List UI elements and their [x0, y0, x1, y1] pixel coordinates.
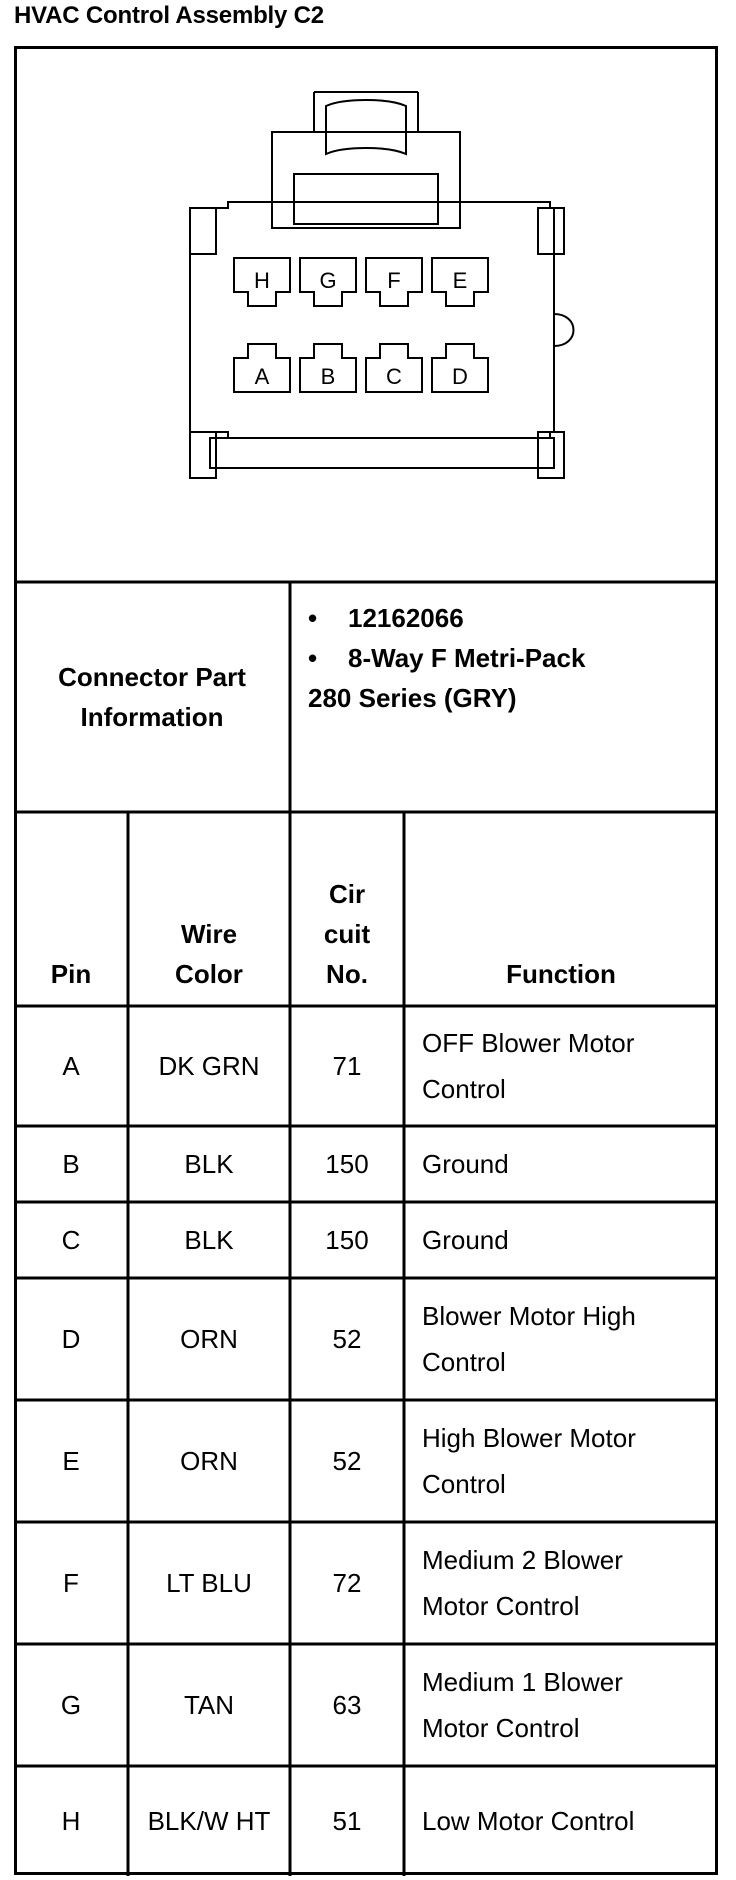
row-circuit-no: 52	[332, 1324, 362, 1354]
header-circuit-no: Cir cuit No.	[323, 879, 371, 989]
row-pin: F	[63, 1568, 79, 1598]
pin-label-b: B	[320, 364, 336, 389]
pin-label-d: D	[452, 364, 468, 389]
part-info-label: Connector Part Information	[58, 662, 246, 732]
header-function: Function	[506, 959, 616, 989]
part-info-bullet-text: 12162066	[348, 603, 464, 633]
row-circuit-no: 63	[332, 1690, 362, 1720]
row-circuit-no: 150	[325, 1149, 369, 1179]
connector-tab-right	[538, 208, 564, 254]
row-function: Blower Motor High Control	[422, 1301, 636, 1377]
part-info-bullet	[290, 638, 710, 678]
row-circuit-no: 71	[332, 1051, 362, 1081]
part-info-bullet-text: 8-Way F Metri-Pack	[348, 643, 586, 673]
row-function: Ground	[422, 1225, 509, 1255]
connector-tab-left	[190, 208, 216, 254]
row-function: Medium 1 Blower Motor Control	[422, 1667, 623, 1743]
row-circuit-no: 72	[332, 1568, 362, 1598]
pin-label-c: C	[386, 364, 402, 389]
row-wire-color: ORN	[180, 1446, 238, 1476]
row-function: Medium 2 Blower Motor Control	[422, 1545, 623, 1621]
pin-label-h: H	[254, 268, 270, 293]
row-function: Low Motor Control	[422, 1806, 635, 1836]
pin-label-f: F	[387, 268, 401, 293]
row-wire-color: BLK	[184, 1225, 234, 1255]
connector-key	[554, 314, 574, 346]
bullet-icon: •	[308, 603, 318, 633]
connector-base	[210, 438, 554, 468]
connector-body	[190, 202, 554, 438]
row-pin: C	[61, 1225, 81, 1255]
row-wire-color: TAN	[183, 1690, 235, 1720]
connector-lock	[314, 92, 418, 132]
part-info-values	[290, 598, 710, 718]
document-title: HVAC Control Assembly C2	[14, 2, 324, 29]
row-wire-color: BLK/W HT	[147, 1806, 271, 1836]
part-info-continuation: 280 Series (GRY)	[308, 683, 517, 713]
row-pin: D	[61, 1324, 81, 1354]
row-pin: E	[62, 1446, 80, 1476]
pin-label-a: A	[254, 364, 270, 389]
connector-lock-arm	[326, 100, 406, 154]
row-function: High Blower Motor Control	[422, 1423, 636, 1499]
row-circuit-no: 52	[332, 1446, 362, 1476]
row-function: Ground	[422, 1149, 509, 1179]
row-pin: G	[60, 1690, 82, 1720]
pin-label-g: G	[319, 268, 337, 293]
row-function: OFF Blower Motor Control	[422, 1028, 635, 1104]
row-pin: A	[62, 1051, 80, 1081]
header-pin: Pin	[50, 959, 92, 989]
pin-label-e: E	[452, 268, 468, 293]
connector-lock-bar	[294, 174, 438, 224]
part-info-bullet	[290, 598, 710, 638]
connector-housing-top	[272, 132, 460, 228]
row-pin: H	[61, 1806, 81, 1836]
row-circuit-no: 51	[332, 1806, 362, 1836]
row-wire-color: BLK	[184, 1149, 234, 1179]
row-pin: B	[62, 1149, 80, 1179]
row-circuit-no: 150	[325, 1225, 369, 1255]
row-wire-color: LT BLU	[166, 1568, 252, 1598]
row-wire-color: DK GRN	[158, 1051, 260, 1081]
row-wire-color: ORN	[180, 1324, 238, 1354]
bullet-icon: •	[308, 643, 318, 673]
header-wire-color: Wire Color	[175, 919, 243, 989]
